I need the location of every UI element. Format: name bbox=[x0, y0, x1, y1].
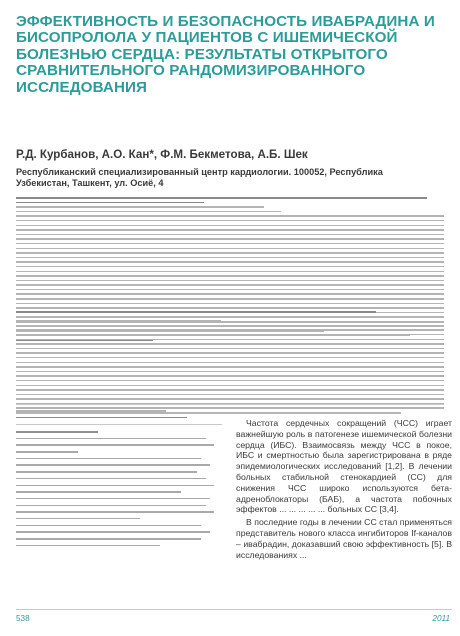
body-paragraph: Частота сердечных сокращений (ЧСС) играет важнейшую роль в патогенезе ишемической болезни сердца (ИБС). Взаимосвязь между ЧСС в покое, ИБС и смертностью была зарегистрирована в ряде эпидемиологических исследований [1,2]. В лечении больных стабильной стенокардией (СС) для снижения ЧСС широко используются бета-адреноблокаторы (БАБ), а частота побочных эффектов ... ... ... ... ... больных СС [3,4]. bbox=[236, 418, 452, 515]
footer-year: 2011 bbox=[432, 614, 450, 623]
article-authors: Р.Д. Курбанов, А.О. Кан*, Ф.М. Бекметова, А.Б. Шек bbox=[16, 148, 308, 161]
article-title: ЭФФЕКТИВНОСТЬ И БЕЗОПАСНОСТЬ ИВАБРАДИНА И БИСОПРОЛОЛА У ПАЦИЕНТОВ С ИШЕМИЧЕСКОЙ БОЛЕЗНЬЮ СЕРДЦА: РЕЗУЛЬТАТЫ ОТКРЫТОГО СРАВНИТЕЛЬНОГО РАНДОМИЗИРОВАННОГО ИССЛЕДОВАНИЯ bbox=[16, 13, 435, 96]
author-affiliation: Республиканский специализированный центр кардиологии. 100052, Республика Узбекистан, Ташкент, ул. Осиё, 4 bbox=[16, 167, 383, 189]
body-text-column bbox=[236, 418, 452, 560]
footer-divider bbox=[16, 609, 452, 610]
body-paragraph: В последние годы в лечении СС стал применяться представитель нового класса ингибиторов If-каналов – ивабрадин, доказавший свою эффективность [5]. В исследованиях ... bbox=[236, 517, 452, 560]
page-number: 538 bbox=[16, 614, 30, 623]
bio-divider bbox=[16, 424, 222, 425]
author-information bbox=[16, 431, 222, 551]
section-divider bbox=[16, 404, 444, 405]
correspondence-footnote bbox=[16, 410, 166, 415]
